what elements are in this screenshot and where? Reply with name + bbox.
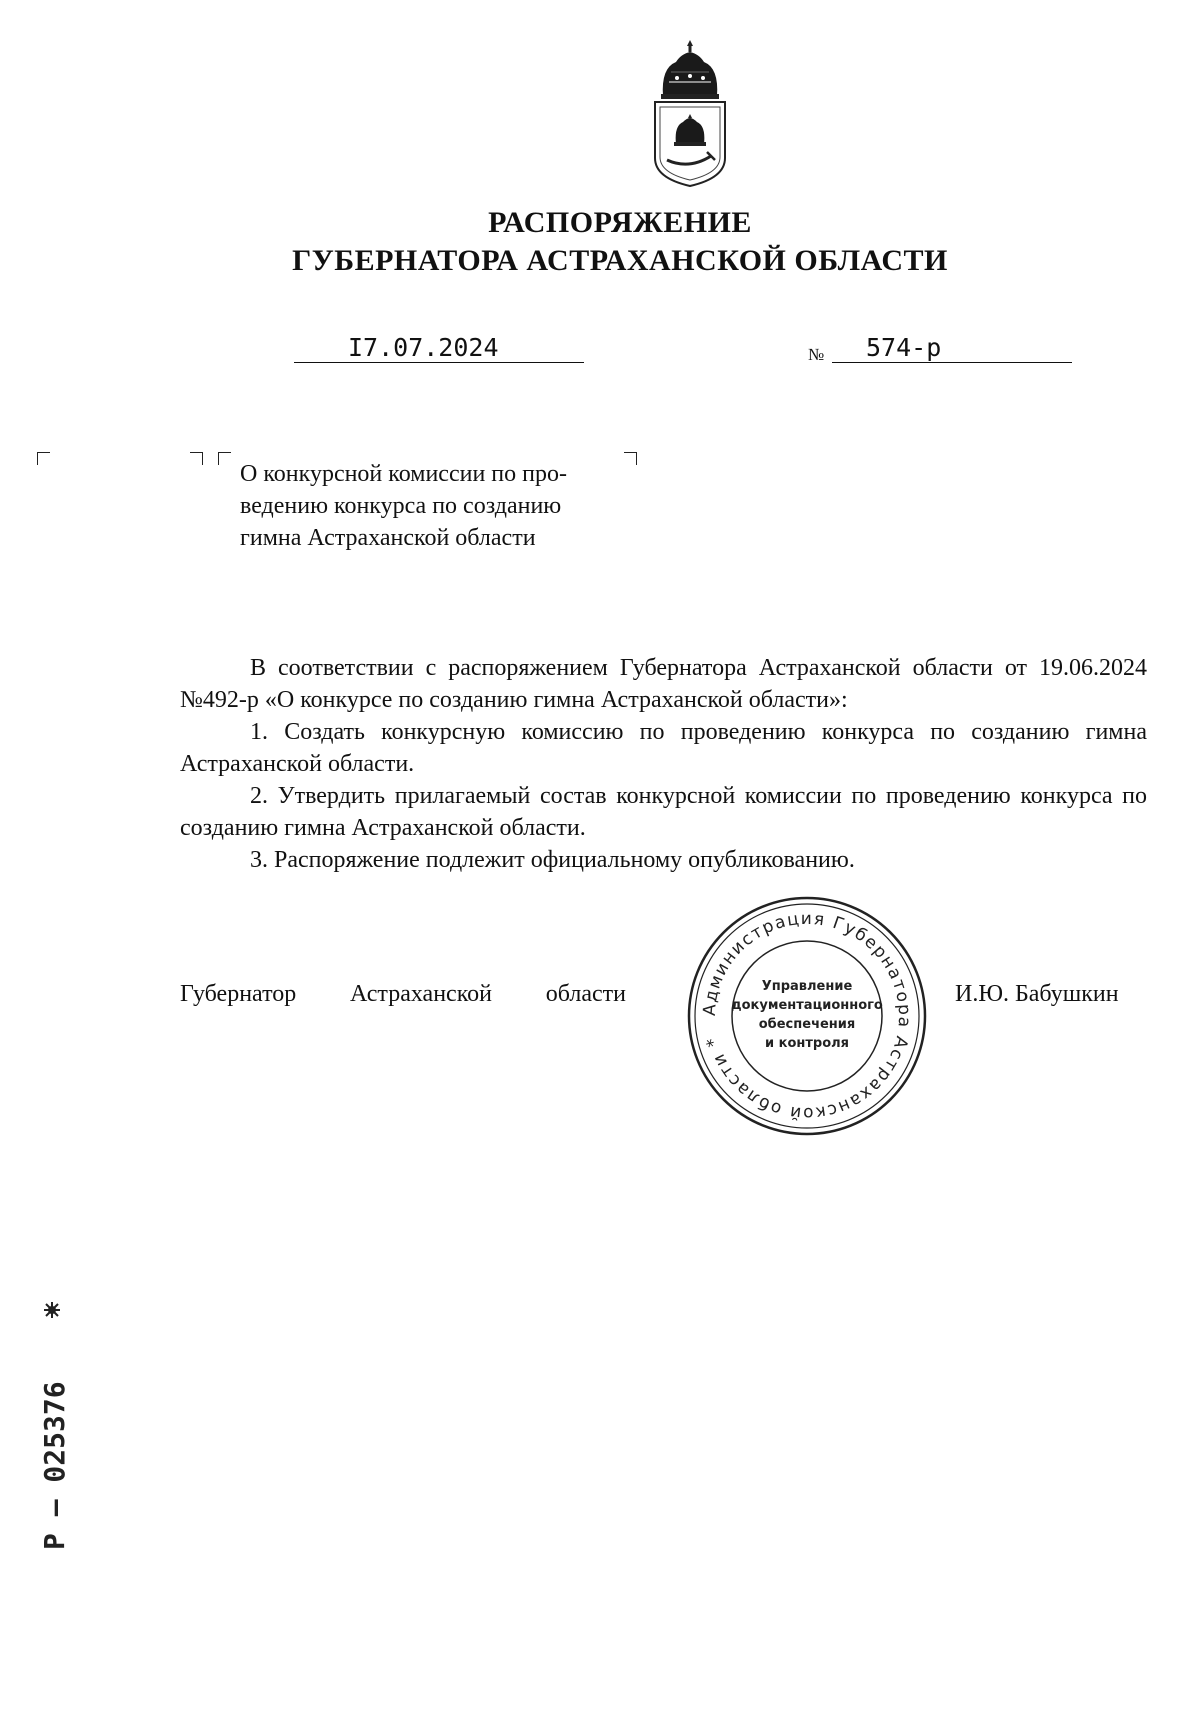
subject-line-2: ведению конкурса по созданию xyxy=(240,493,562,519)
subject-line-3: гимна Астраханской области xyxy=(240,525,536,551)
issuer-title: ГУБЕРНАТОРА АСТРАХАНСКОЙ ОБЛАСТИ xyxy=(292,244,948,277)
number-underline xyxy=(832,362,1072,363)
stamp-outer-text: Администрация Губернатора Астраханской области * xyxy=(699,908,915,1124)
stamp-inner-line-4: и контроля xyxy=(764,1036,850,1051)
preamble-paragraph: В соответствии с распоряжением Губернатора Астраханской области от 19.06.2024 №492-р «О конкурсе по созданию гимна Астраханской области»: xyxy=(180,655,1147,713)
signatory-position: Губернатор Астраханской области xyxy=(180,981,626,1007)
order-item-2: 2. Утвердить прилагаемый состав конкурсной комиссии по проведению конкурса по созданию гимна Астраханской области. xyxy=(180,783,1147,841)
stamp-inner-line-1: Управление xyxy=(761,979,853,994)
serial-number: Р – 025376 xyxy=(38,1381,71,1550)
subject-start-corner-mark xyxy=(218,452,231,465)
date-underline xyxy=(294,362,584,363)
snowflake-ornament-icon xyxy=(44,1302,60,1318)
document-subject xyxy=(240,458,660,554)
document-number: 574-р xyxy=(866,333,942,362)
signatory-name: И.Ю. Бабушкин xyxy=(955,981,1119,1007)
stamp-inner-line-3: обеспечения xyxy=(758,1017,856,1032)
left-corner-mark xyxy=(37,452,50,465)
document-date: I7.07.2024 xyxy=(348,333,499,362)
stamp-inner-line-2: документационного xyxy=(731,998,883,1013)
subject-left-corner-mark xyxy=(190,452,203,465)
order-item-3: 3. Распоряжение подлежит официальному опубликованию. xyxy=(250,847,855,873)
coat-of-arms-emblem xyxy=(641,38,739,188)
document-type-title: РАСПОРЯЖЕНИЕ xyxy=(488,206,752,239)
subject-line-1: О конкурсной комиссии по про- xyxy=(240,461,567,487)
order-item-1: 1. Создать конкурсную комиссию по проведению конкурса по созданию гимна Астраханской области. xyxy=(180,719,1147,777)
number-sign: № xyxy=(808,345,825,364)
form-serial-mark xyxy=(20,1300,80,1560)
official-seal-stamp xyxy=(686,895,928,1137)
